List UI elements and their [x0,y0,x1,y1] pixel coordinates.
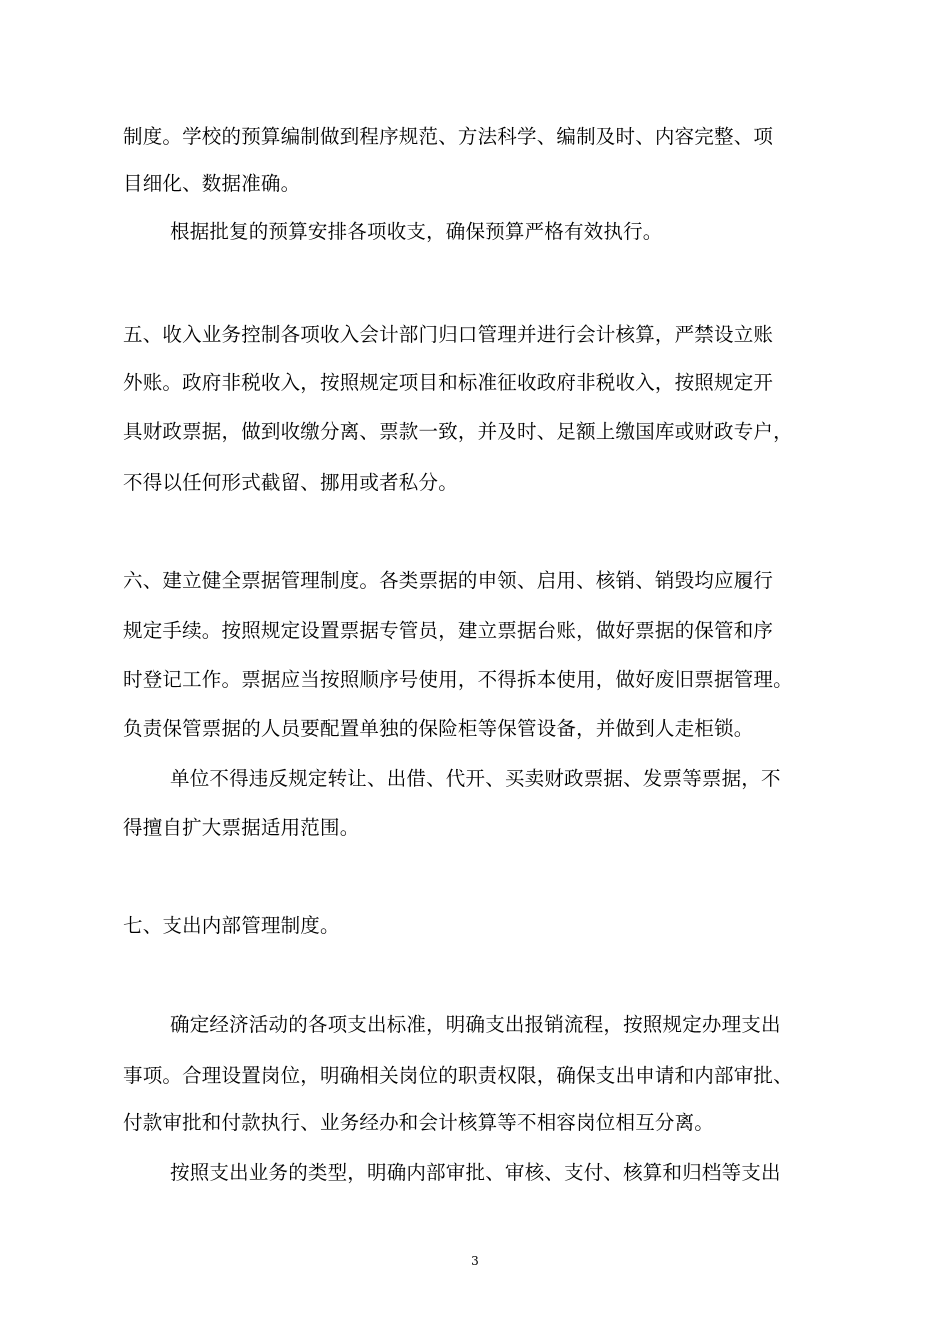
text-line: 按照支出业务的类型，明确内部审批、审核、支付、核算和归档等支出 [170,1161,781,1184]
section-heading-six: 六、建立健全票据管理制度。各类票据的申领、启用、核销、销毁均应履行 [123,569,774,592]
text-line: 规定手续。按照规定设置票据专管员，建立票据台账，做好票据的保管和序 [123,619,774,642]
text-line: 单位不得违反规定转让、出借、代开、买卖财政票据、发票等票据，不 [170,767,781,790]
text-line: 负责保管票据的人员要配置单独的保险柜等保管设备，并做到人走柜锁。 [123,717,754,740]
section-heading-seven: 七、支出内部管理制度。 [123,914,340,937]
text-line: 付款审批和付款执行、业务经办和会计核算等不相容岗位相互分离。 [123,1111,715,1134]
text-line: 时登记工作。票据应当按照顺序号使用，不得拆本使用，做好废旧票据管理。 [123,668,793,691]
section-heading-five: 五、收入业务控制各项收入会计部门归口管理并进行会计核算，严禁设立账 [123,323,774,346]
text-line: 不得以任何形式截留、挪用或者私分。 [123,471,458,494]
text-line: 根据批复的预算安排各项收支，确保预算严格有效执行。 [170,220,663,243]
text-line: 得擅自扩大票据适用范围。 [123,816,360,839]
text-line: 确定经济活动的各项支出标准，明确支出报销流程，按照规定办理支出 [170,1013,781,1036]
text-line: 事项。合理设置岗位，明确相关岗位的职责权限，确保支出申请和内部审批、 [123,1064,793,1087]
text-line: 外账。政府非税收入，按照规定项目和标准征收政府非税收入，按照规定开 [123,371,774,394]
page-number: 3 [471,1254,479,1268]
text-line: 具财政票据，做到收缴分离、票款一致，并及时、足额上缴国库或财政专户， [123,420,793,443]
text-line: 制度。学校的预算编制做到程序规范、方法科学、编制及时、内容完整、项 [123,125,774,148]
text-line: 目细化、数据准确。 [123,172,301,195]
